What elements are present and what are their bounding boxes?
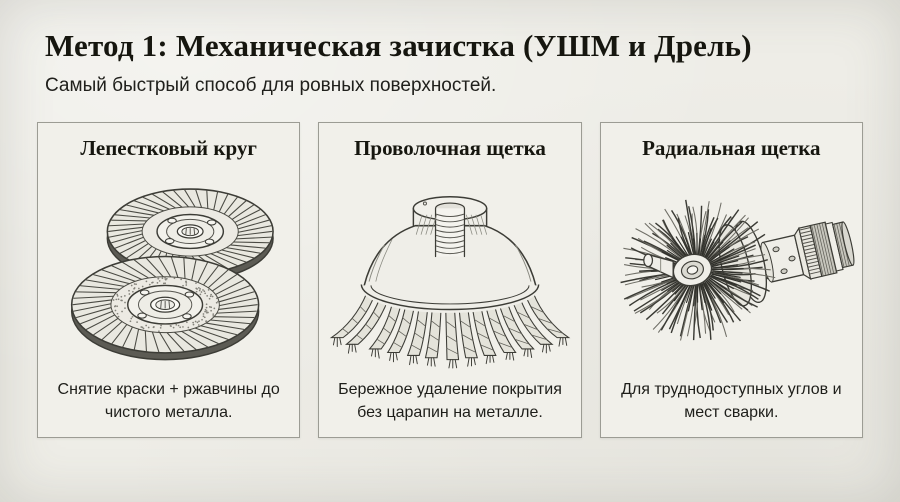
radial-brush-illustration [605, 164, 857, 376]
wire-cup-brush-illustration [324, 164, 576, 376]
panel-flap-disc [37, 122, 300, 438]
panel-caption: Бережное удаление покрытия без царапин на металле. [338, 381, 562, 421]
panel-title: Радиальная щетка [642, 136, 821, 160]
panel-wire-cup-brush [318, 122, 581, 438]
panel-radial-brush [600, 122, 863, 438]
panel-art [601, 161, 862, 379]
panel-title: Лепестковый круг [80, 136, 257, 160]
panel-caption: Для труднодоступных углов и мест сварки. [621, 381, 842, 421]
flap-disc-illustration [43, 164, 295, 376]
panel-art [319, 161, 580, 379]
method-panels [37, 122, 863, 438]
panel-caption: Снятие краски + ржавчины до чистого металла. [57, 381, 280, 421]
panel-art [38, 161, 299, 379]
page-title: Метод 1: Механическая зачистка (УШМ и Дрель) [45, 28, 752, 63]
page-subtitle: Самый быстрый способ для ровных поверхностей. [45, 75, 497, 96]
panel-title: Проволочная щетка [354, 136, 546, 160]
